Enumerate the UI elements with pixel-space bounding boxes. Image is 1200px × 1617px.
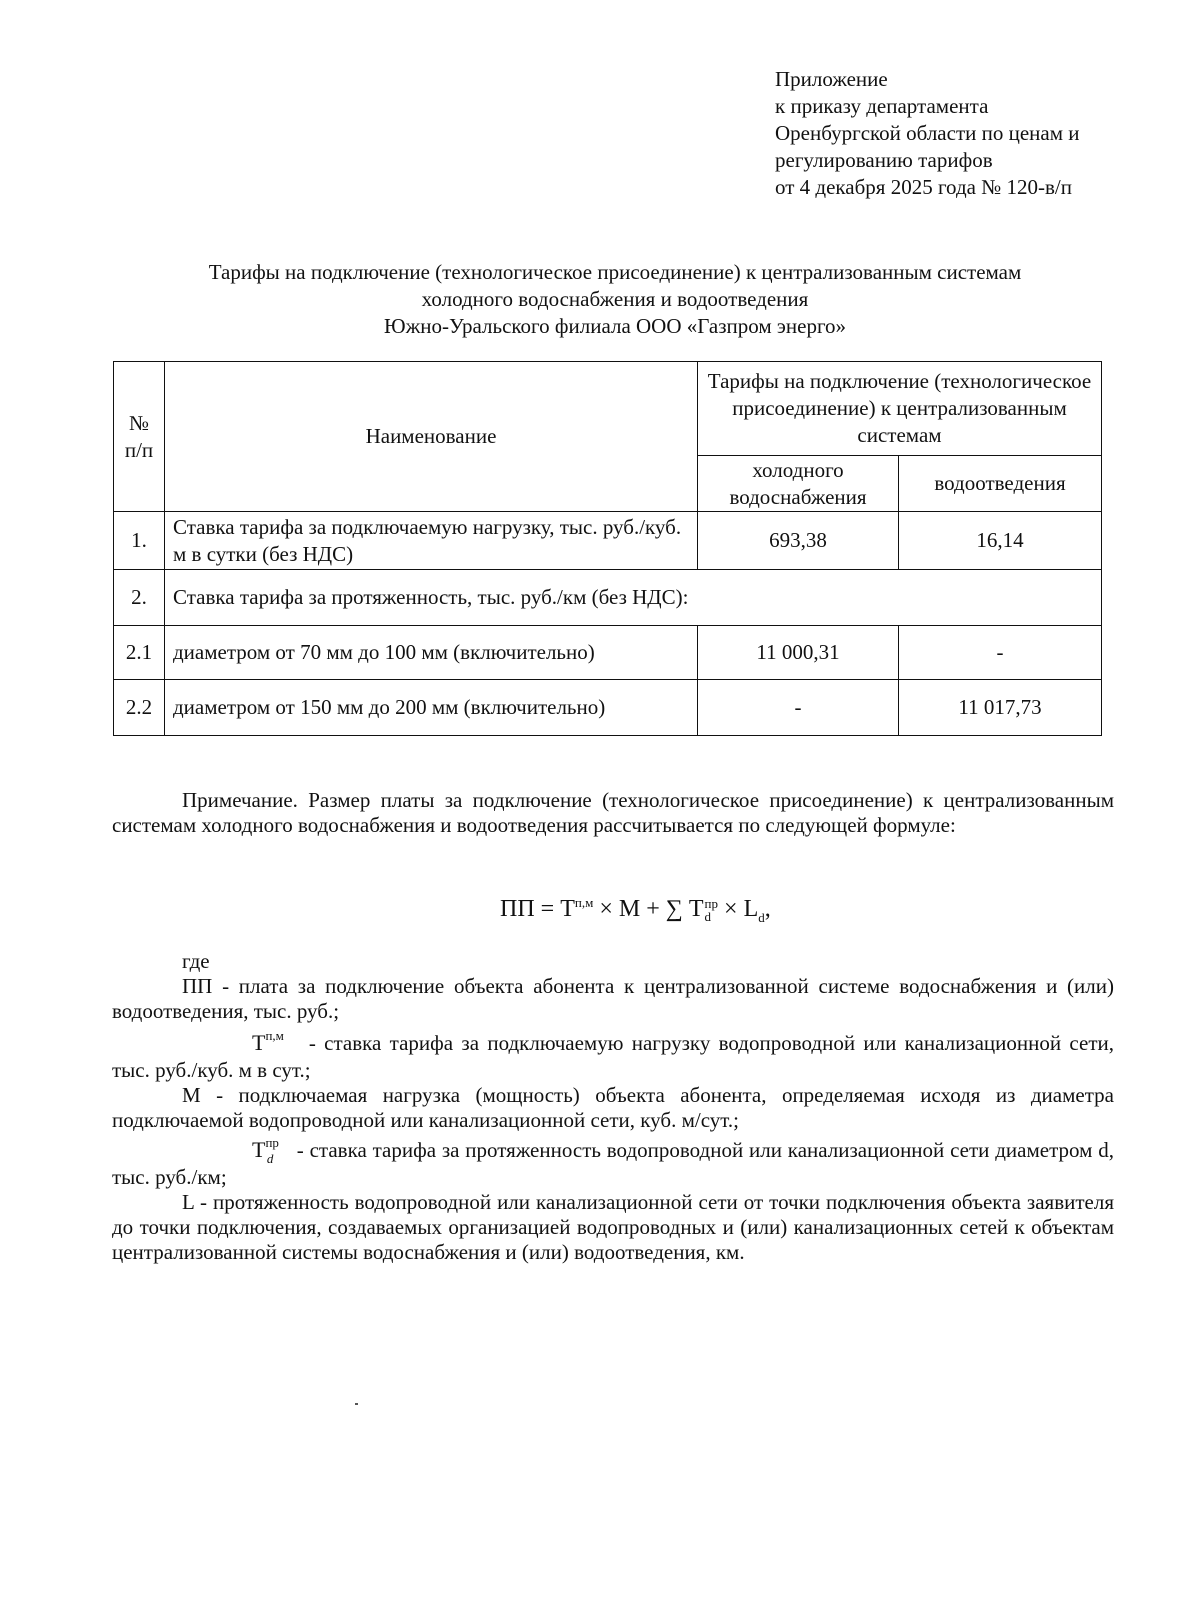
row-num: 2.1 — [114, 626, 165, 680]
row-name: диаметром от 150 мм до 200 мм (включительно) — [165, 680, 698, 736]
scan-speck — [355, 1403, 358, 1405]
appendix-line: Оренбургской области по ценам и — [775, 121, 1080, 145]
document-title — [110, 259, 1120, 340]
header-name: Наименование — [165, 362, 698, 512]
appendix-line: к приказу департамента — [775, 94, 989, 118]
note-text: Примечание. Размер платы за подключение (технологическое присоединение) к централизованным системам холодного водоснабжения и водоотведения рассчитывается по следующей формуле: — [112, 788, 1114, 837]
row-water-value: - — [698, 680, 899, 736]
row-water-value: 11 000,31 — [698, 626, 899, 680]
row-water-value: 693,38 — [698, 512, 899, 570]
row-drain-value: - — [899, 626, 1102, 680]
row-name: Ставка тарифа за подключаемую нагрузку, тыс. руб./куб. м в сутки (без НДС) — [165, 512, 698, 570]
row-num: 1. — [114, 512, 165, 570]
header-cold-water: холодного водоснабжения — [698, 456, 899, 512]
appendix-header — [775, 66, 1080, 201]
row-drain-value: 16,14 — [899, 512, 1102, 570]
header-tariffs-group: Тарифы на подключение (технологическое присоединение) к централизованным системам — [698, 362, 1102, 456]
appendix-line: Приложение — [775, 67, 888, 91]
payment-formula: ПП = $Т^{п,м} \times М$ + ∑ Т пр d × $L_d$, — [500, 895, 771, 925]
title-line: Южно-Уральского филиала ООО «Газпром энерго» — [383, 314, 847, 338]
row-name: Ставка тарифа за протяженность, тыс. руб./км (без НДС): — [165, 570, 1102, 626]
appendix-line: от 4 декабря 2025 года № 120-в/п — [775, 175, 1072, 199]
table-row — [114, 570, 1102, 626]
title-line: Тарифы на подключение (технологическое присоединение) к централизованным системам — [208, 260, 1022, 284]
note-paragraph — [112, 788, 1114, 838]
row-name: диаметром от 70 мм до 100 мм (включительно) — [165, 626, 698, 680]
def-where: где — [182, 949, 210, 973]
tariff-table — [113, 361, 1102, 736]
header-num: № п/п — [114, 362, 165, 512]
header-drainage: водоотведения — [899, 456, 1102, 512]
def-l: L - протяженность водопроводной или канализационной сети от точки подключения объекта заявителя до точки подключения, создаваемых организацией водопроводных и (или) канализационных сетей к объектам централизованной системы водоснабжения и (или) водоотведения, км. — [112, 1190, 1114, 1264]
table-row — [114, 512, 1102, 570]
table-row — [114, 680, 1102, 736]
formula-definitions — [112, 949, 1114, 1265]
def-pp: ПП - плата за подключение объекта абонента к централизованной системе водоснабжения и (или) водоотведения, тыс. руб.; — [112, 974, 1114, 1023]
def-m: М - подключаемая нагрузка (мощность) объекта абонента, определяемая исходя из диаметра подключаемой водопроводной или канализационной сети, куб. м/сут.; — [112, 1083, 1114, 1132]
title-line: холодного водоснабжения и водоотведения — [421, 287, 809, 311]
table-row — [114, 626, 1102, 680]
row-num: 2.2 — [114, 680, 165, 736]
def-t: $Т^{п,м}$ - ставка тарифа за подключаемую нагрузку водопроводной или канализационной сети, тыс. руб./куб. м в сут.; — [112, 1028, 1114, 1082]
row-num: 2. — [114, 570, 165, 626]
row-drain-value: 11 017,73 — [899, 680, 1102, 736]
appendix-line: регулированию тарифов — [775, 148, 993, 172]
def-td: $Т^{пр}_d$ - ставка тарифа за протяженность водопроводной или канализационной сети диаметром d, тыс. руб./км; — [112, 1135, 1115, 1189]
